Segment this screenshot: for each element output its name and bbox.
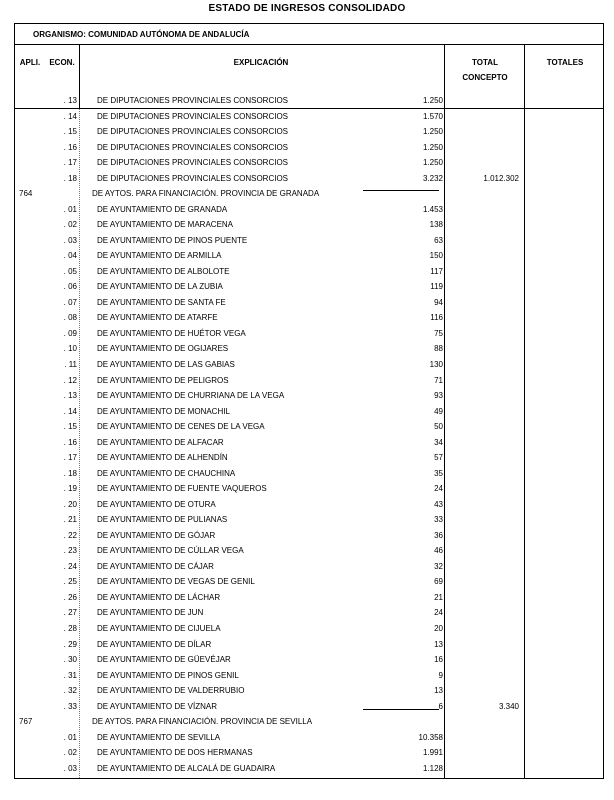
table-row [15,606,605,622]
econ-cell: . 04 [63,251,77,261]
table-row [15,513,605,529]
table-row [15,327,605,343]
amount-cell: 24 [434,484,443,494]
explicacion-cell: DE AYTOS. PARA FINANCIACIÓN. PROVINCIA DE GRANADA [92,189,320,199]
apli-cell: 764 [19,189,33,199]
explicacion-cell: DE AYUNTAMIENTO DE CHURRIANA DE LA VEGA [97,391,285,401]
econ-cell: . 20 [63,499,77,509]
amount-cell: 63 [434,235,443,245]
table-row [15,296,605,312]
econ-cell: . 14 [63,406,77,416]
econ-cell: . 02 [63,748,77,758]
amount-cell: 49 [434,406,443,416]
explicacion-cell: DE AYUNTAMIENTO DE LA ZUBIA [97,282,223,292]
amount-cell: 9 [438,670,443,680]
econ-cell: . 01 [63,204,77,214]
econ-cell: . 17 [63,158,77,168]
econ-cell: . 07 [63,297,77,307]
amount-cell: 10.358 [418,732,443,742]
explicacion-cell: DE AYUNTAMIENTO DE LAS GABIAS [97,360,235,369]
amount-cell: 138 [429,220,443,230]
explicacion-cell: DE AYUNTAMIENTO DE CHAUCHINA [97,468,236,478]
table-row [15,653,605,669]
table-row [15,700,605,716]
table-row [15,420,605,436]
econ-cell: . 06 [63,282,77,292]
explicacion-cell: DE AYUNTAMIENTO DE VÍZNAR [97,701,218,711]
table-row [15,746,605,762]
table-row [15,684,605,700]
amount-cell: 16 [434,655,443,665]
table-row [15,94,605,110]
table-row [15,451,605,467]
econ-cell: . 13 [63,96,77,105]
explicacion-cell: DE AYUNTAMIENTO DE PINOS GENIL [97,670,239,680]
explicacion-cell: DE AYUNTAMIENTO DE ATARFE [97,313,218,323]
organismo-label: ORGANISMO: COMUNIDAD AUTÓNOMA DE ANDALUCÍA [15,24,603,45]
table-row [15,389,605,405]
table-row [15,762,605,778]
table-row [15,280,605,296]
table-row [15,544,605,560]
explicacion-cell: DE AYUNTAMIENTO DE CÁJAR [97,561,214,571]
table-row [15,591,605,607]
econ-cell: . 21 [63,515,77,525]
explicacion-cell: DE AYUNTAMIENTO DE GRANADA [97,204,228,214]
explicacion-cell: DE AYUNTAMIENTO DE CIJUELA [97,624,221,634]
econ-cell: . 02 [63,220,77,230]
amount-cell: 116 [430,313,443,323]
amount-cell: 34 [434,437,443,447]
econ-cell: . 18 [63,173,77,183]
header-total-concepto-2: CONCEPTO [462,73,508,82]
explicacion-cell: DE AYUNTAMIENTO DE ARMILLA [97,251,222,261]
econ-cell: . 09 [63,328,77,338]
amount-cell: 75 [434,328,443,338]
table-row [15,265,605,281]
amount-cell: 71 [434,375,443,385]
econ-cell: . 22 [63,530,77,540]
econ-cell: . 23 [63,546,77,556]
amount-cell: 21 [434,592,443,602]
econ-cell: . 24 [63,561,77,571]
header-totales: TOTALES [546,58,584,67]
amount-cell: 150 [429,251,443,261]
amount-cell: 1.250 [422,96,443,105]
econ-cell: . 18 [63,468,77,478]
econ-cell: . 13 [63,391,77,401]
amount-cell: 1.250 [422,127,443,137]
explicacion-cell: DE AYUNTAMIENTO DE PELIGROS [97,375,229,385]
econ-cell: . 27 [63,608,77,618]
table-row [15,342,605,358]
header-econ: ECON. [49,58,75,67]
table-row [15,172,605,188]
amount-cell: 88 [434,344,443,354]
table-row [15,249,605,265]
explicacion-cell: DE AYUNTAMIENTO DE ALBOLOTE [97,266,230,276]
explicacion-cell: DE AYUNTAMIENTO DE PULIANAS [97,515,228,525]
econ-cell: . 12 [63,375,77,385]
explicacion-cell: DE AYUNTAMIENTO DE OTURA [97,499,216,509]
amount-cell: 35 [434,468,443,478]
econ-cell: . 26 [63,592,77,602]
header-apli: APLI. [19,58,41,67]
econ-cell: . 17 [63,453,77,463]
econ-cell: . 11 [64,360,77,369]
table-row [15,156,605,172]
explicacion-cell: DE DIPUTACIONES PROVINCIALES CONSORCIOS [97,142,288,152]
table-row [15,529,605,545]
explicacion-cell: DE AYUNTAMIENTO DE ALHENDÍN [97,453,228,463]
amount-cell: 43 [434,499,443,509]
table-row [15,731,605,747]
subtotal-underline [363,709,439,710]
econ-cell: . 32 [63,686,77,696]
amount-cell: 36 [434,530,443,540]
amount-cell: 1.453 [422,204,443,214]
table-row [15,125,605,141]
group-row [15,187,605,203]
explicacion-cell: DE DIPUTACIONES PROVINCIALES CONSORCIOS [97,96,288,105]
amount-cell: 1.250 [422,158,443,168]
amount-cell: 33 [434,515,443,525]
explicacion-cell: DE DIPUTACIONES PROVINCIALES CONSORCIOS [97,158,288,168]
explicacion-cell: DE AYUNTAMIENTO DE GÜEVÉJAR [97,655,231,665]
table-row [15,669,605,685]
explicacion-cell: DE AYUNTAMIENTO DE LÁCHAR [97,592,221,602]
table-row [15,311,605,327]
table-row [15,622,605,638]
explicacion-cell: DE AYUNTAMIENTO DE ALCALÁ DE GUADAIRA [97,763,276,773]
econ-cell: . 03 [63,235,77,245]
explicacion-cell: DE DIPUTACIONES PROVINCIALES CONSORCIOS [97,173,288,183]
explicacion-cell: DE AYUNTAMIENTO DE VEGAS DE GENIL [97,577,255,587]
amount-cell: 50 [434,422,443,432]
apli-cell: 767 [19,717,33,727]
econ-cell: . 10 [63,344,77,354]
explicacion-cell: DE AYUNTAMIENTO DE HUÉTOR VEGA [97,328,246,338]
table-row [15,110,605,126]
amount-cell: 6 [438,701,443,711]
document-title: ESTADO DE INGRESOS CONSOLIDADO [208,3,406,14]
explicacion-cell: DE AYTOS. PARA FINANCIACIÓN. PROVINCIA DE SEVILLA [92,717,313,727]
econ-cell: . 25 [63,577,77,587]
amount-cell: 1.991 [422,748,443,758]
explicacion-cell: DE AYUNTAMIENTO DE MONACHIL [97,406,230,416]
table-row [15,405,605,421]
amount-cell: 130 [429,360,443,369]
explicacion-cell: DE AYUNTAMIENTO DE SANTA FE [97,297,226,307]
amount-cell: 3.232 [422,173,443,183]
table-row [15,638,605,654]
amount-cell: 13 [434,639,443,649]
income-table [14,23,604,779]
explicacion-cell: DE AYUNTAMIENTO DE ALFACAR [97,437,224,447]
amount-cell: 69 [434,577,443,587]
table-row [15,482,605,498]
econ-cell: . 29 [63,639,77,649]
table-row [15,234,605,250]
amount-cell: 57 [434,453,443,463]
amount-cell: 93 [434,391,443,401]
econ-cell: . 31 [63,670,77,680]
amount-cell: 20 [434,624,443,634]
amount-cell: 13 [434,686,443,696]
econ-cell: . 28 [63,624,77,634]
table-row [15,436,605,452]
explicacion-cell: DE DIPUTACIONES PROVINCIALES CONSORCIOS [97,127,288,137]
explicacion-cell: DE AYUNTAMIENTO DE SEVILLA [97,732,221,742]
table-row [15,467,605,483]
table-row [15,498,605,514]
econ-cell: . 14 [63,111,77,121]
explicacion-cell: DE AYUNTAMIENTO DE CENES DE LA VEGA [97,422,265,432]
table-row [15,358,605,374]
amount-cell: 119 [430,282,443,292]
econ-cell: . 03 [63,763,77,773]
econ-cell: . 08 [63,313,77,323]
table-row [15,203,605,219]
amount-cell: 1.570 [422,111,443,121]
econ-cell: . 15 [63,422,77,432]
amount-cell: 117 [430,266,443,276]
econ-cell: . 30 [63,655,77,665]
explicacion-cell: DE AYUNTAMIENTO DE VALDERRUBIO [97,686,245,696]
total-concepto-cell: 1.012.302 [483,173,519,183]
amount-cell: 1.128 [422,763,443,773]
table-row [15,560,605,576]
amount-cell: 32 [434,561,443,571]
table-row [15,218,605,234]
explicacion-cell: DE AYUNTAMIENTO DE CÚLLAR VEGA [97,546,244,556]
explicacion-cell: DE AYUNTAMIENTO DE FUENTE VAQUEROS [97,484,267,494]
explicacion-cell: DE AYUNTAMIENTO DE OGIJARES [97,344,229,354]
econ-cell: . 16 [63,437,77,447]
explicacion-cell: DE AYUNTAMIENTO DE GÓJAR [97,530,216,540]
amount-cell: 24 [434,608,443,618]
total-concepto-cell: 3.340 [498,701,519,711]
econ-cell: . 16 [63,142,77,152]
econ-cell: . 33 [63,701,77,711]
explicacion-cell: DE AYUNTAMIENTO DE PINOS PUENTE [97,235,248,245]
amount-cell: 46 [434,546,443,556]
explicacion-cell: DE DIPUTACIONES PROVINCIALES CONSORCIOS [97,111,288,121]
amount-cell: 94 [434,297,443,307]
explicacion-cell: DE AYUNTAMIENTO DE MARACENA [97,220,234,230]
amount-cell: 1.250 [422,142,443,152]
table-row [15,374,605,390]
econ-cell: . 05 [63,266,77,276]
explicacion-cell: DE AYUNTAMIENTO DE DÍLAR [97,639,212,649]
table-row [15,141,605,157]
explicacion-cell: DE AYUNTAMIENTO DE JUN [97,608,204,618]
econ-cell: . 01 [63,732,77,742]
table-row [15,575,605,591]
subtotal-underline [363,190,439,191]
econ-cell: . 15 [63,127,77,137]
header-total-concepto-1: TOTAL [472,58,498,67]
header-explicacion: EXPLICACIÓN [233,58,289,67]
group-row [15,715,605,731]
explicacion-cell: DE AYUNTAMIENTO DE DOS HERMANAS [97,748,253,758]
econ-cell: . 19 [63,484,77,494]
